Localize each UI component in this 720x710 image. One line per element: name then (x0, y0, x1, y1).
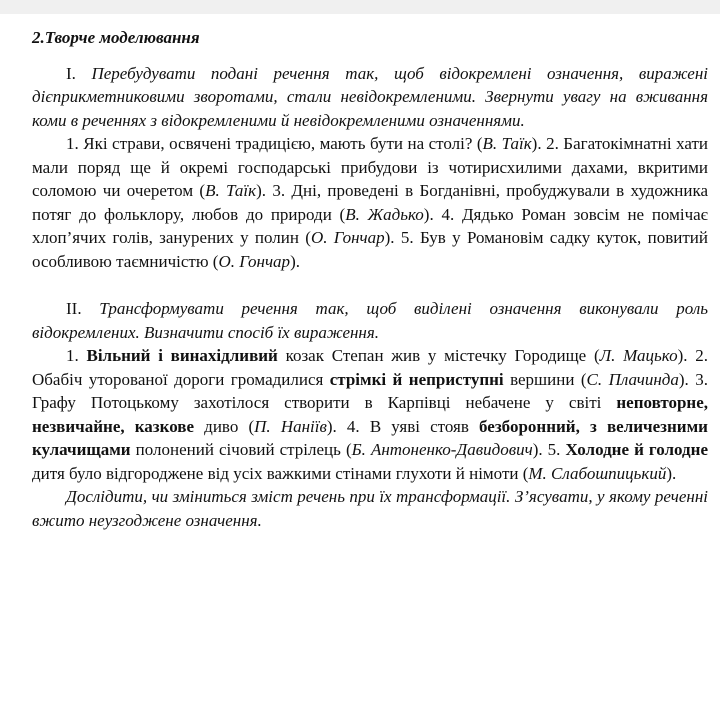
sentence-text: ). 2. Обабіч уторованої дороги громадилися (32, 346, 708, 389)
task-2-instruction (32, 297, 708, 344)
author-name: Л. Мацько (599, 346, 678, 365)
sentence-text: 1. (66, 346, 87, 365)
task-1-numeral: І. (66, 63, 76, 83)
sentence-text: полонений січовий стрілець ( (130, 440, 352, 459)
author-name: М. Слабошпицький (528, 463, 667, 483)
sentence-text: дитя було відгороджене від усіх важкими стінами глухоти й німоти ( (32, 463, 529, 483)
author-name: О. Гончар (218, 251, 291, 271)
task-1-instruction (32, 62, 708, 133)
sentence-text: ). 3. Графу Потоцькому захотілося створити в Карпівці небачене у світі (32, 369, 708, 412)
task-2-sentences (32, 344, 708, 485)
task-1-text: Перебудувати подані речення так, щоб відокремлені означення, виражені дієприкметниковими зворотами, стали невідокремленими. Звернути увагу на вживання коми в реченнях з відокремленими й невідокремленими означеннями. (32, 63, 709, 130)
closing-instruction: Дослідити, чи зміниться зміст речень при їх трансформації. З’ясувати, у якому реченні вжито неузгоджене означення. (32, 487, 708, 530)
highlighted-attribute: Холодне й голодне (565, 440, 708, 459)
sentence-text: ). 5. Був у Романовім садку куток, повитий особливою таємничістю ( (32, 228, 708, 271)
sentence-text: вершини ( (503, 369, 587, 389)
sentence-text: козак Степан жив у містечку Городище ( (277, 346, 600, 365)
task-1-sentences (32, 132, 708, 273)
top-toolbar-strip (0, 0, 720, 14)
highlighted-attribute: безборонний, з величезними кулачищами (32, 416, 708, 459)
author-name: П. Наніїв (254, 416, 327, 436)
sentence-text: ). (290, 251, 300, 271)
sentence-text: ). 4. Дядько Роман зовсім не помічає хлоп’ячих голів, занурених у полин ( (32, 204, 708, 247)
sentence-text: ). 4. В уяві стояв (326, 416, 480, 436)
sentence-text: ). (666, 463, 677, 483)
highlighted-attribute: неповторне, незвичайне, казкове (32, 393, 708, 436)
author-name: В. Таїк (205, 181, 257, 200)
sentence-text: ). 3. Дні, проведені в Богданівні, пробуджували в художника потяг до фольклору, любов до природи ( (32, 181, 708, 224)
paragraph-gap (32, 273, 708, 297)
highlighted-attribute: стрімкі й неприступні (329, 369, 504, 389)
author-name: Б. Антоненко-Давидович (351, 440, 533, 459)
author-name: В. Таїк (482, 134, 532, 153)
section-title: 2.Творче моделювання (32, 28, 200, 47)
sentence-text: ). 5. (532, 440, 566, 459)
task-2-numeral: ІІ. (66, 299, 82, 318)
sentence-text: диво ( (194, 416, 255, 436)
author-name: О. Гончар (310, 228, 385, 247)
task-2-text: Трансформувати речення так, щоб виділені означення виконували роль відокремлених. Визначити спосіб їх вираження. (32, 299, 708, 342)
sentence-text: 1. Які страви, освячені традицією, мають бути на столі? ( (66, 134, 483, 153)
author-name: В. Жадько (345, 204, 424, 224)
author-name: С. Плачинда (586, 369, 679, 389)
document-body (32, 26, 708, 532)
highlighted-attribute: Вільний і винахідливий (86, 346, 278, 365)
sentence-text: ). 2. Багатокімнатні хати мали поряд ще й окремі господарські прибудови із чотирисхилими дахами, вкритими соломою чи очеретом ( (32, 134, 708, 200)
